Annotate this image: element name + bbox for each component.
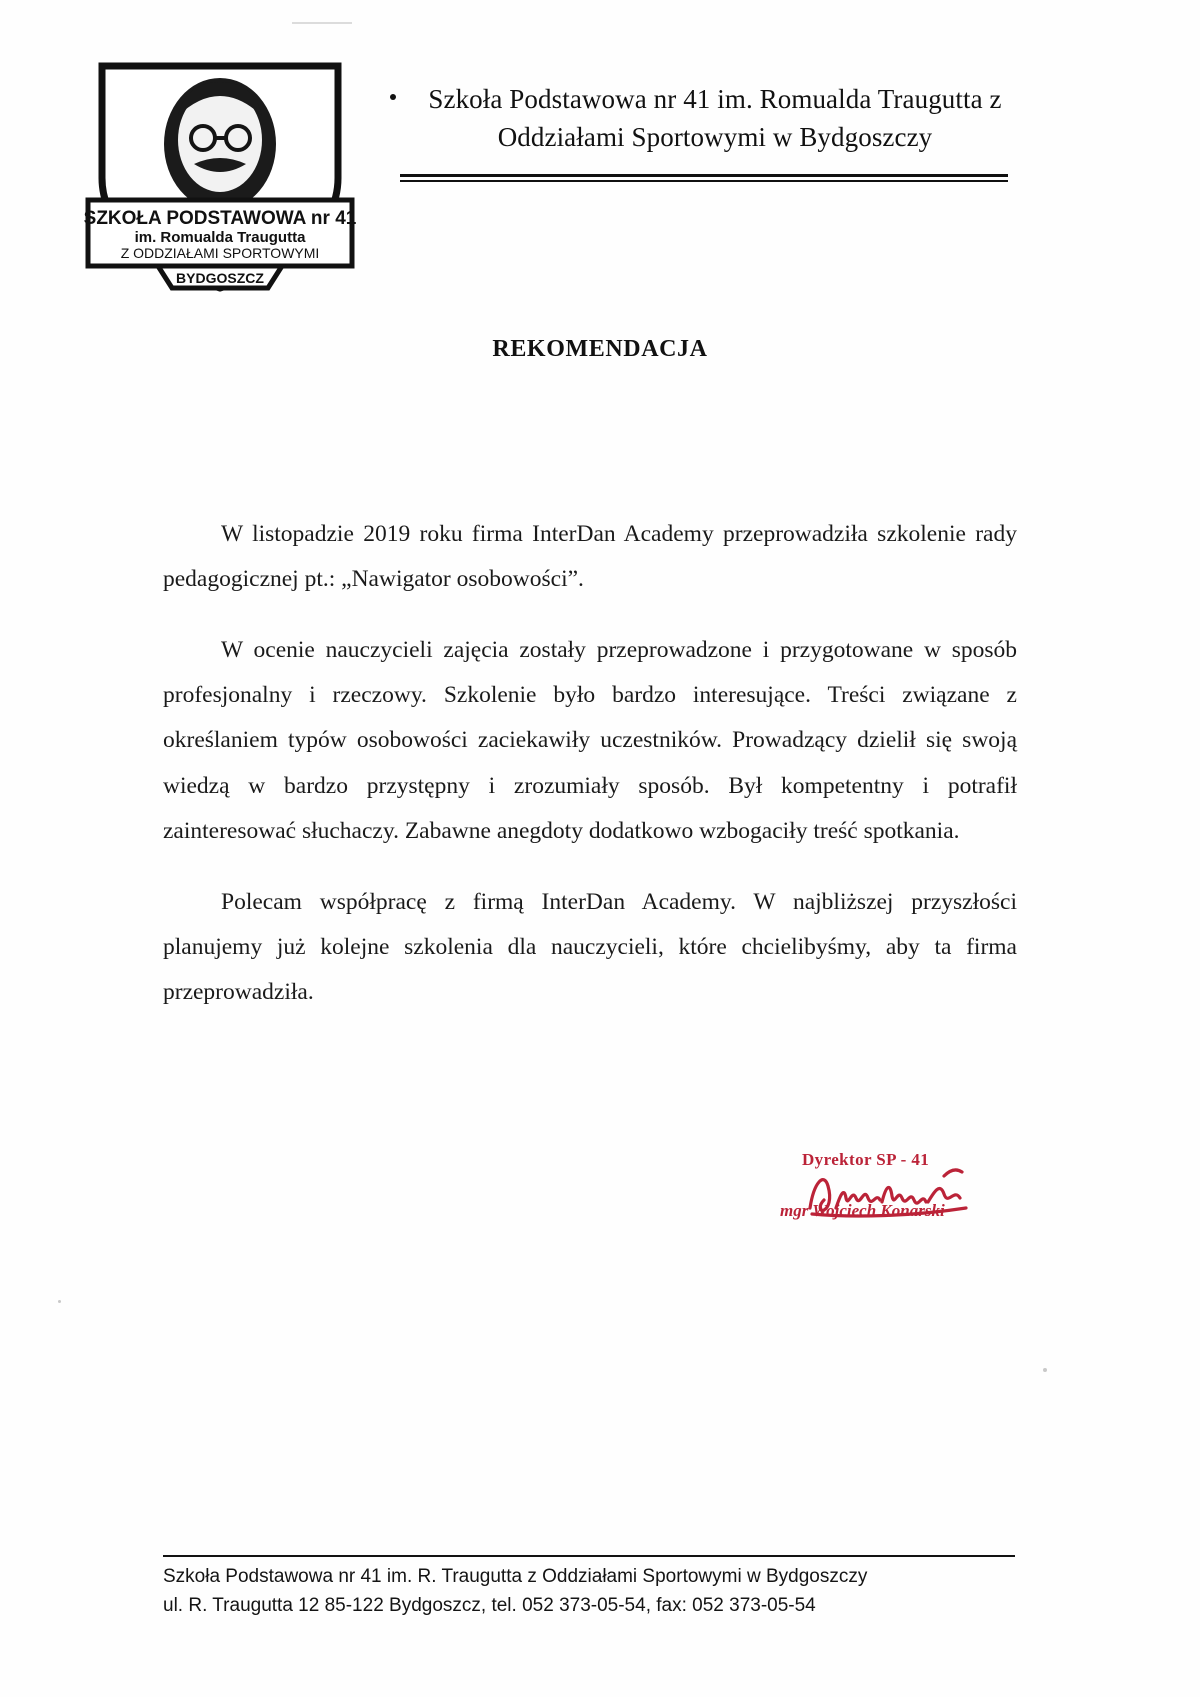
signature-block <box>780 1150 1030 1240</box>
paragraph-3: Polecam współpracę z firmą InterDan Academy. W najbliższej przyszłości planujemy już kolejne szkolenia dla nauczycieli, które chcielibyśmy, aby ta firma przeprowadziła. <box>163 888 1017 1005</box>
svg-text:Z ODDZIAŁAMI SPORTOWYMI: Z ODDZIAŁAMI SPORTOWYMI <box>120 245 320 261</box>
document-body <box>163 512 1017 1015</box>
scan-speck <box>292 22 352 24</box>
paragraph-2: W ocenie nauczycieli zajęcia zostały przeprowadzone i przygotowane w sposób profesjonalny i rzeczowy. Szkolenie było bardzo interesujące. Treści związane z określaniem typów osobowości zaciekawiły uczestników. Prowadzący dzielił się swoją wiedzą w bardzo przystępny i zrozumiały sposób. Był kompetentny i potrafił zainteresować słuchaczy. Zabawne anegdoty dodatkowo wzbogaciły treść spotkania. <box>163 637 1017 844</box>
paragraph-1: W listopadzie 2019 roku firma InterDan Academy przeprowadziła szkolenie rady pedagogicznej pt.: „Nawigator osobowości”. <box>163 521 1017 593</box>
letterhead-divider <box>400 174 1008 182</box>
school-crest-logo <box>80 52 360 292</box>
svg-text:im. Romualda Traugutta: im. Romualda Traugutta <box>134 229 306 246</box>
signature-name: mgr Wojciech Konarski <box>780 1201 945 1220</box>
footer-divider <box>163 1555 1015 1557</box>
svg-text:SZKOŁA PODSTAWOWA nr 41: SZKOŁA PODSTAWOWA nr 41 <box>83 208 357 229</box>
letterhead <box>70 52 1130 292</box>
svg-text:BYDGOSZCZ: BYDGOSZCZ <box>176 270 264 286</box>
footer-line-1: Szkoła Podstawowa nr 41 im. R. Traugutta z Oddziałami Sportowymi w Bydgoszczy <box>163 1566 868 1587</box>
footer-line-2: ul. R. Traugutta 12 85-122 Bydgoszcz, tel. 052 373-05-54, fax: 052 373-05-54 <box>163 1595 816 1617</box>
bullet-icon <box>390 94 396 100</box>
scan-speck <box>58 1300 61 1303</box>
signature-position: Dyrektor SP - 41 <box>802 1150 930 1169</box>
scan-speck <box>1043 1368 1047 1372</box>
page-title: REKOMENDACJA <box>492 336 708 362</box>
footer <box>163 1562 1063 1621</box>
letterhead-title: Szkoła Podstawowa nr 41 im. Romualda Traugutta z Oddziałami Sportowymi w Bydgoszczy <box>428 84 1002 153</box>
